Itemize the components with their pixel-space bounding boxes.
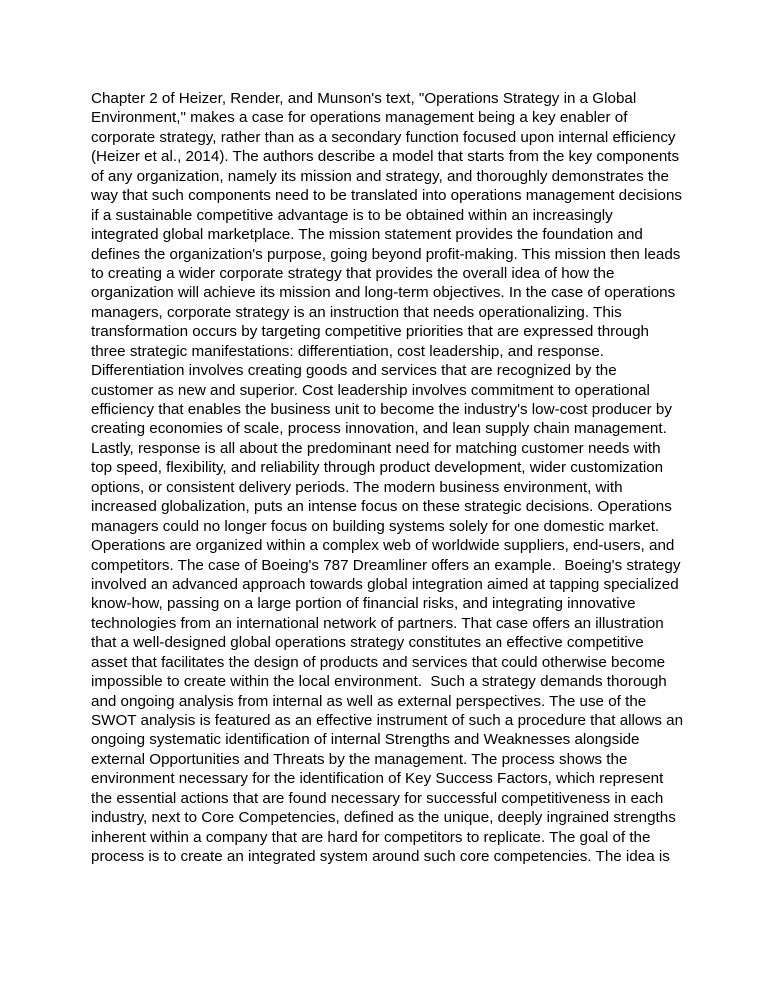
text-line: impossible to create within the local environment. Such a strategy demands thorough — [91, 673, 667, 691]
text-line: increased globalization, puts an intense focus on these strategic decisions. Operations — [91, 498, 672, 516]
text-line: know-how, passing on a large portion of financial risks, and integrating innovative — [91, 595, 636, 613]
text-line: corporate strategy, rather than as a secondary function focused upon internal efficiency — [91, 128, 676, 146]
text-line: external Opportunities and Threats by the management. The process shows the — [91, 750, 628, 768]
text-line: the essential actions that are found necessary for successful competitiveness in each — [91, 789, 664, 807]
text-line: ongoing systematic identification of internal Strengths and Weaknesses alongside — [91, 731, 640, 749]
text-line: to creating a wider corporate strategy that provides the overall idea of how the — [91, 264, 615, 282]
text-line: SWOT analysis is featured as an effective instrument of such a procedure that allows an — [91, 712, 684, 729]
text-line: top speed, flexibility, and reliability through product development, wider customization — [91, 459, 664, 477]
text-line: integrated global marketplace. The mission statement provides the foundation and — [91, 226, 643, 244]
text-line: customer as new and superior. Cost leadership involves commitment to operational — [91, 381, 650, 399]
text-line: defines the organization's purpose, going beyond profit-making. This mission then leads — [91, 245, 681, 263]
text-line: industry, next to Core Competencies, defined as the unique, deeply ingrained strengths — [91, 809, 676, 827]
text-line: of any organization, namely its mission and strategy, and thoroughly demonstrates the — [91, 167, 670, 185]
text-line: creating economies of scale, process innovation, and lean supply chain management. — [91, 420, 667, 438]
text-line: organization will achieve its mission and long-term objectives. In the case of operations — [91, 284, 676, 302]
text-line: options, or consistent delivery periods. The modern business environment, with — [91, 478, 623, 496]
text-line: environment necessary for the identification of Key Success Factors, which represent — [91, 770, 664, 788]
text-line: (Heizer et al., 2014). The authors describe a model that starts from the key components — [91, 148, 680, 166]
text-line: inherent within a company that are hard for competitors to replicate. The goal of the — [91, 828, 651, 846]
text-line: if a sustainable competitive advantage is to be obtained within an increasingly — [91, 206, 613, 224]
text-line: Environment," makes a case for operations management being a key enabler of — [91, 109, 628, 127]
text-line: efficiency that enables the business unit to become the industry's low-cost producer by — [91, 401, 672, 418]
text-line: Differentiation involves creating goods and services that are recognized by the — [91, 362, 617, 380]
text-line: managers could no longer focus on building systems solely for one domestic market. — [91, 517, 660, 535]
text-line: competitors. The case of Boeing's 787 Dreamliner offers an example. Boeing's strategy — [91, 556, 681, 574]
text-line: three strategic manifestations: differentiation, cost leadership, and response. — [91, 342, 605, 360]
text-line: managers, corporate strategy is an instruction that needs operationalizing. This — [91, 303, 622, 321]
text-line: Operations are organized within a complex web of worldwide suppliers, end-users, and — [91, 537, 675, 555]
text-line: Chapter 2 of Heizer, Render, and Munson's text, "Operations Strategy in a Global — [91, 90, 637, 107]
text-line: asset that facilitates the design of products and services that could otherwise become — [91, 653, 666, 671]
text-line: way that such components need to be translated into operations management decisions — [91, 187, 682, 205]
text-line: Lastly, response is all about the predominant need for matching customer needs with — [91, 439, 661, 457]
text-line: process is to create an integrated system around such core competencies. The idea is — [91, 848, 670, 866]
text-line: transformation occurs by targeting competitive priorities that are expressed through — [91, 323, 649, 341]
text-line: and ongoing analysis from internal as well as external perspectives. The use of the — [91, 692, 647, 710]
text-line: involved an advanced approach towards global integration aimed at tapping specialized — [91, 575, 679, 593]
text-line: technologies from an international network of partners. That case offers an illustration — [91, 614, 664, 632]
body-paragraph — [91, 89, 691, 867]
text-line: that a well-designed global operations strategy constitutes an effective competitive — [91, 634, 644, 652]
